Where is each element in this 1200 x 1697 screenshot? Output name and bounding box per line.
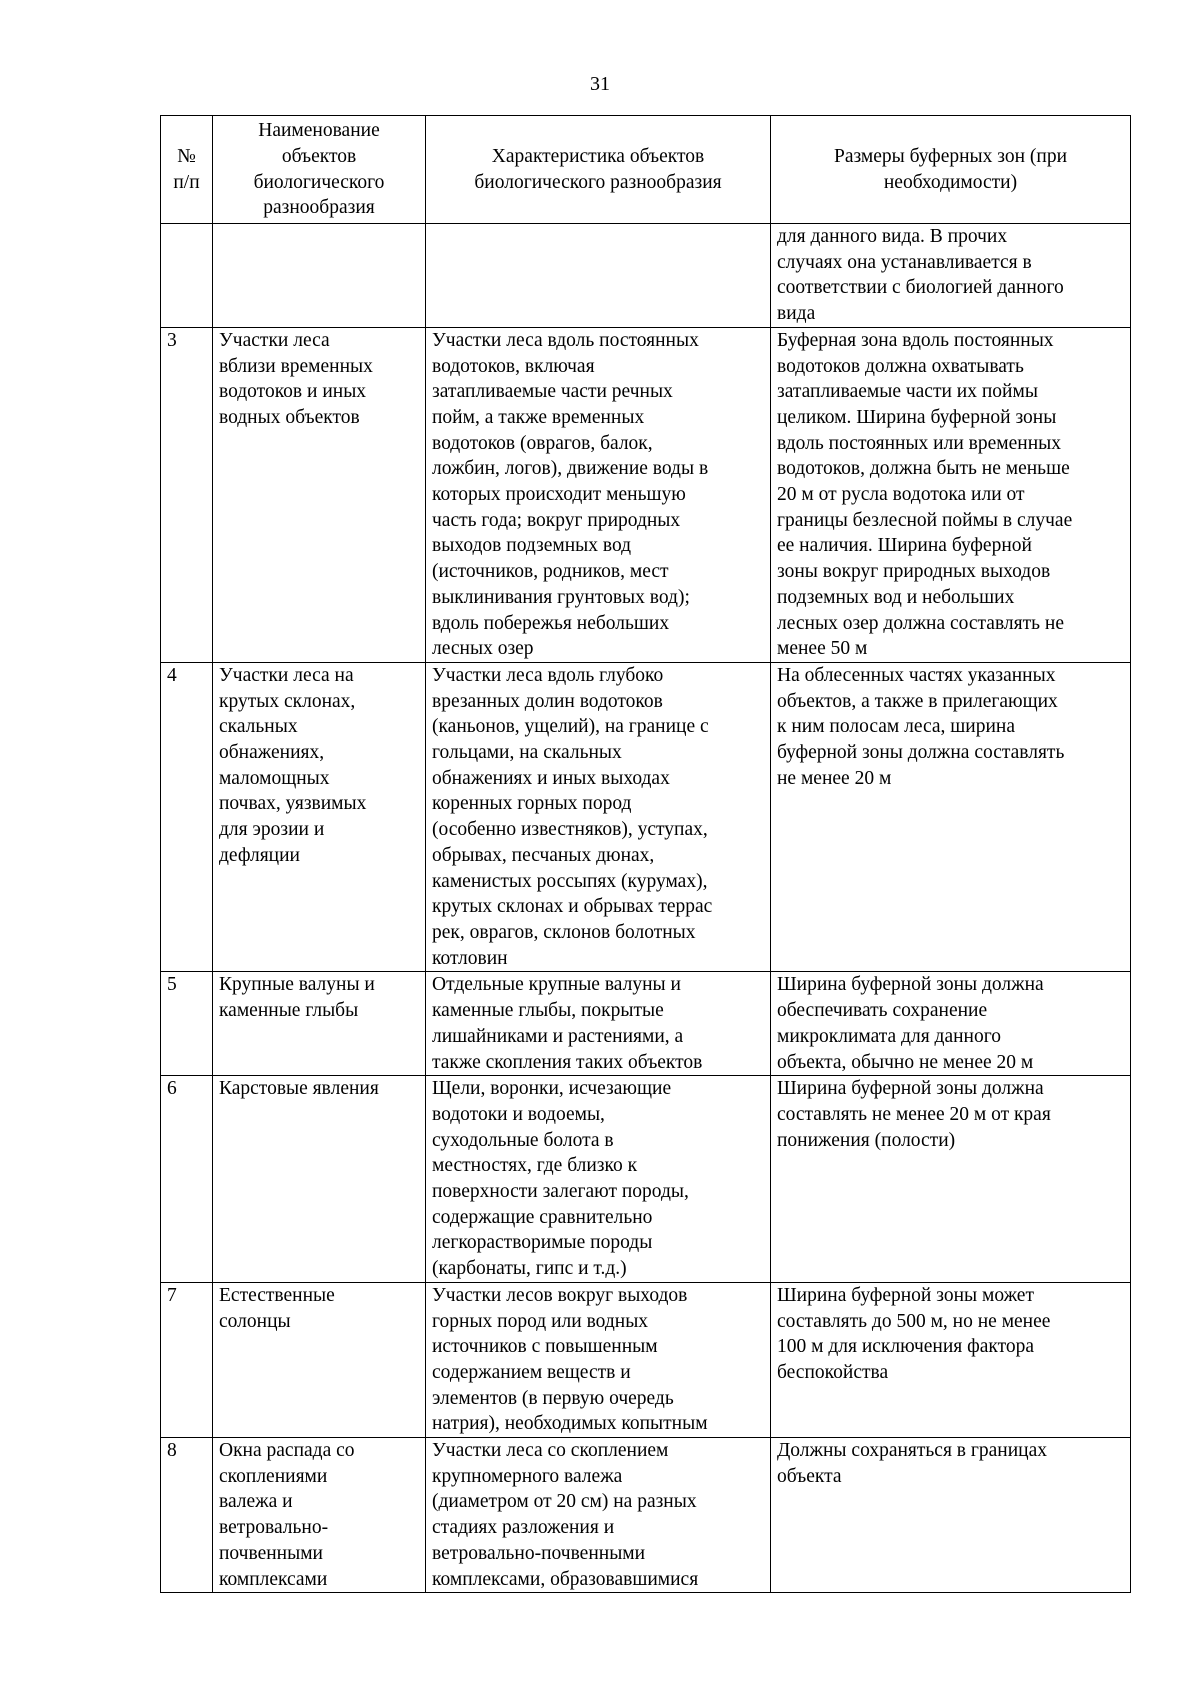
row-characteristic	[426, 224, 771, 328]
table-row	[161, 1282, 1131, 1437]
row-buffer-size: Ширина буферной зоны должна обеспечивать сохранение микроклимата для данного объекта, обычно не менее 20 м	[771, 972, 1131, 1076]
row-characteristic: Отдельные крупные валуны и каменные глыбы, покрытые лишайниками и растениями, а также скопления таких объектов	[426, 972, 771, 1076]
row-object-name: Участки леса вблизи временных водотоков и иных водных объектов	[213, 327, 426, 662]
page-number: 31	[590, 73, 610, 95]
header-object-name: Наименование объектов биологического разнообразия	[213, 116, 426, 224]
row-characteristic: Участки леса со скоплением крупномерного валежа (диаметром от 20 см) на разных стадиях разложения и ветровально-почвенными комплексами, образовавшимися	[426, 1438, 771, 1593]
row-buffer-size: Ширина буферной зоны может составлять до 500 м, но не менее 100 м для исключения фактора беспокойства	[771, 1282, 1131, 1437]
row-object-name: Окна распада со скоплениями валежа и ветровально- почвенными комплексами	[213, 1438, 426, 1593]
row-characteristic: Участки лесов вокруг выходов горных пород или водных источников с повышенным содержанием веществ и элементов (в первую очередь натрия), необходимых копытным	[426, 1282, 771, 1437]
biodiversity-table	[160, 115, 1131, 1593]
row-number: 3	[161, 327, 213, 662]
table-row	[161, 662, 1131, 971]
row-object-name: Естественные солонцы	[213, 1282, 426, 1437]
row-buffer-size: Должны сохраняться в границах объекта	[771, 1438, 1131, 1593]
row-number: 8	[161, 1438, 213, 1593]
row-number: 4	[161, 662, 213, 971]
row-number: 5	[161, 972, 213, 1076]
row-object-name: Карстовые явления	[213, 1076, 426, 1283]
row-buffer-size: Буферная зона вдоль постоянных водотоков должна охватывать затапливаемые части их поймы целиком. Ширина буферной зоны вдоль постоянных или временных водотоков, должна быть не меньше 20 м от русла водотока или от границы безлесной поймы в случае ее наличия. Ширина буферной зоны вокруг природных выходов подземных вод и небольших лесных озер должна составлять не менее 50 м	[771, 327, 1131, 662]
row-object-name: Крупные валуны и каменные глыбы	[213, 972, 426, 1076]
table-row	[161, 327, 1131, 662]
row-number: 7	[161, 1282, 213, 1437]
row-characteristic: Участки леса вдоль постоянных водотоков, включая затапливаемые части речных пойм, а также временных водотоков (оврагов, балок, ложбин, логов), движение воды в которых происходит меньшую часть года; вокруг природных выходов подземных вод (источников, родников, мест выклинивания грунтовых вод); вдоль побережья небольших лесных озер	[426, 327, 771, 662]
table-row	[161, 972, 1131, 1076]
table-row	[161, 224, 1131, 328]
row-characteristic: Участки леса вдоль глубоко врезанных долин водотоков (каньонов, ущелий), на границе с гольцами, на скальных обнажениях и иных выходах коренных горных пород (особенно известняков), уступах, обрывах, песчаных дюнах, каменистых россыпях (курумах), крутых склонах и обрывах террас рек, оврагов, склонов болотных котловин	[426, 662, 771, 971]
header-number: № п/п	[161, 116, 213, 224]
table-row	[161, 1076, 1131, 1283]
row-object-name: Участки леса на крутых склонах, скальных обнажениях, маломощных почвах, уязвимых для эрозии и дефляции	[213, 662, 426, 971]
row-buffer-size: Ширина буферной зоны должна составлять не менее 20 м от края понижения (полости)	[771, 1076, 1131, 1283]
table-header-row	[161, 116, 1131, 224]
row-buffer-size: На облесенных частях указанных объектов, а также в прилегающих к ним полосам леса, ширина буферной зоны должна составлять не менее 20 м	[771, 662, 1131, 971]
table-row	[161, 1438, 1131, 1593]
row-characteristic: Щели, воронки, исчезающие водотоки и водоемы, суходольные болота в местностях, где близко к поверхности залегают породы, содержащие сравнительно легкорастворимые породы (карбонаты, гипс и т.д.)	[426, 1076, 771, 1283]
row-number	[161, 224, 213, 328]
row-number: 6	[161, 1076, 213, 1283]
header-buffer-size: Размеры буферных зон (при необходимости)	[771, 116, 1131, 224]
row-object-name	[213, 224, 426, 328]
row-buffer-size: для данного вида. В прочих случаях она устанавливается в соответствии с биологией данного вида	[771, 224, 1131, 328]
header-characteristic: Характеристика объектов биологического разнообразия	[426, 116, 771, 224]
